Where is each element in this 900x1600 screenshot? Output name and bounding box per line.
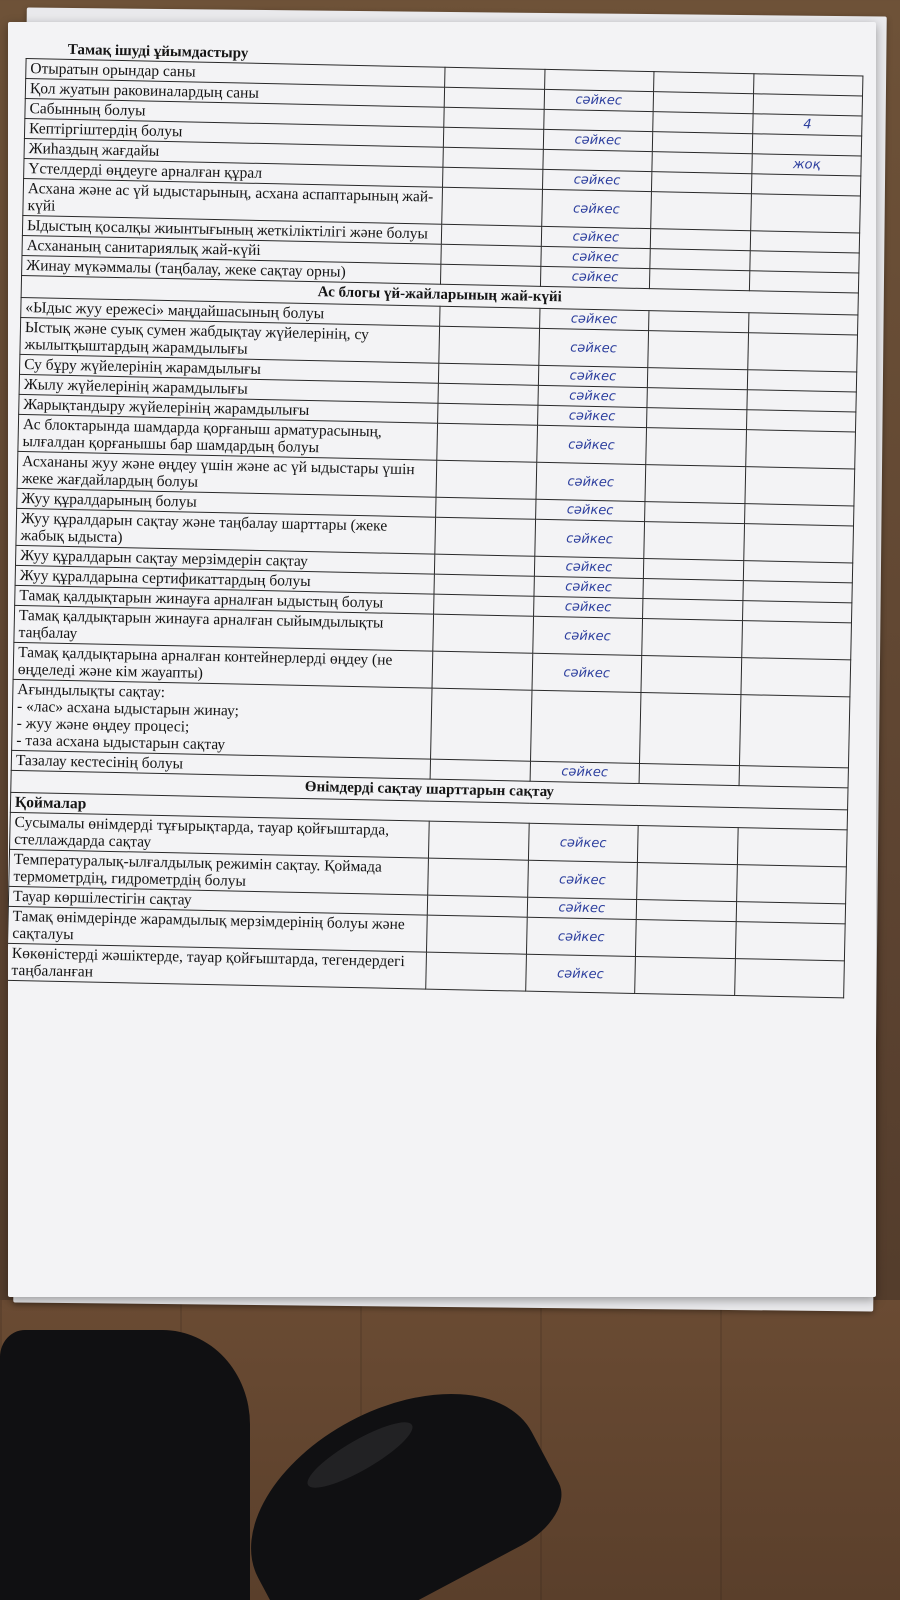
empty-cell bbox=[645, 428, 746, 467]
note-cell bbox=[736, 922, 846, 961]
empty-cell bbox=[436, 423, 537, 462]
empty-cell bbox=[652, 112, 753, 134]
empty-cell bbox=[644, 522, 745, 561]
criterion-label: Жарықтандыру жүйелерінің жарамдылығы bbox=[19, 394, 438, 423]
compliance-mark: сәйкес bbox=[532, 653, 642, 692]
empty-cell bbox=[648, 311, 749, 333]
compliance-mark: сәйкес bbox=[534, 556, 643, 578]
criterion-label: Тамақ қалдықтарын жинауға арналған ыдыстың болуы bbox=[15, 585, 434, 614]
compliance-mark: сәйкес bbox=[539, 328, 649, 367]
note-cell bbox=[745, 504, 854, 526]
criterion-label: Жиһаздың жағдайы bbox=[24, 138, 443, 167]
empty-cell bbox=[653, 72, 754, 94]
note-cell bbox=[751, 194, 861, 233]
criterion-label: Температуралық-ылғалдылық режимін сақтау. Қоймада термометрдің, гидрометрдің болуы bbox=[9, 849, 428, 895]
empty-cell bbox=[639, 693, 741, 766]
compliance-mark: сәйкес bbox=[540, 266, 649, 288]
empty-cell bbox=[438, 326, 539, 365]
criterion-label: Жуу құралдарының болуы bbox=[17, 488, 436, 517]
note-cell bbox=[735, 959, 845, 998]
empty-cell bbox=[430, 759, 531, 781]
compliance-mark: сәйкес bbox=[527, 897, 636, 919]
inspection-table bbox=[8, 58, 863, 998]
compliance-mark: сәйкес bbox=[526, 954, 636, 993]
note-cell bbox=[750, 271, 859, 293]
note-cell bbox=[743, 581, 852, 603]
compliance-mark: сәйкес bbox=[526, 917, 636, 956]
criterion-label: Отыратын орындар саны bbox=[26, 59, 445, 88]
note-cell bbox=[752, 174, 861, 196]
empty-cell bbox=[435, 497, 536, 519]
empty-cell bbox=[652, 132, 753, 154]
empty-cell bbox=[650, 229, 751, 251]
criterion-label: Жуу құралдарына сертификаттардың болуы bbox=[15, 565, 434, 594]
criterion-label: «Ыдыс жуу ережесі» маңдайшасының болуы bbox=[21, 297, 440, 326]
criterion-label: Асхананың санитариялық жай-күйі bbox=[22, 235, 441, 264]
empty-cell bbox=[428, 821, 529, 860]
criterion-label: Кептіргіштердің болуы bbox=[24, 118, 443, 147]
note-cell bbox=[752, 134, 861, 156]
empty-cell bbox=[427, 858, 528, 897]
empty-cell bbox=[636, 862, 737, 901]
note-cell bbox=[736, 902, 845, 924]
empty-cell bbox=[434, 517, 535, 556]
empty-cell bbox=[649, 269, 750, 291]
criterion-label: Ас блоктарында шамдарда қорғаныш арматурасының, ылғалдан қорғанышы бар шамдардың болуы bbox=[18, 414, 437, 460]
criterion-label: Жуу құралдарын сақтау мерзімдерін сақтау bbox=[15, 545, 434, 574]
compliance-mark: сәйкес bbox=[530, 761, 639, 783]
empty-cell bbox=[650, 249, 751, 271]
empty-cell bbox=[645, 465, 746, 504]
criterion-label: Жуу құралдарын сақтау және таңбалау шарттары (жеке жабық ыдыста) bbox=[16, 508, 435, 554]
empty-cell bbox=[440, 264, 541, 286]
empty-cell bbox=[443, 107, 544, 129]
empty-cell bbox=[652, 152, 753, 174]
criterion-label: Жинау мүкәммалы (таңбалау, жеке сақтау орны) bbox=[22, 255, 441, 284]
compliance-mark: сәйкес bbox=[533, 596, 642, 618]
empty-cell bbox=[427, 895, 528, 917]
note-cell bbox=[745, 467, 855, 506]
note-cell bbox=[749, 313, 858, 335]
empty-cell bbox=[433, 594, 534, 616]
section-heading-title: Өнімдерді сақтау шарттарын сақтау bbox=[11, 770, 848, 810]
compliance-mark: сәйкес bbox=[535, 519, 645, 558]
criterion-label: Сусымалы өнімдерді тұғырықтарда, тауар қойғыштарда, стеллаждарда сақтау bbox=[10, 812, 429, 858]
note-cell bbox=[754, 74, 863, 96]
criterion-label: Асхананы жуу және өңдеу үшін және ас үй ыдыстары үшін жеке жағдайлардың болуы bbox=[17, 451, 436, 497]
note-cell bbox=[742, 621, 852, 660]
note-cell: жоқ bbox=[752, 154, 861, 176]
criterion-label: Сабынның болуы bbox=[25, 98, 444, 127]
section-heading-title: Ас блогы үй-жайларының жай-күйі bbox=[21, 275, 858, 315]
compliance-mark: сәйкес bbox=[538, 385, 647, 407]
note-cell bbox=[739, 766, 848, 788]
empty-cell bbox=[438, 363, 539, 385]
compliance-mark: сәйкес bbox=[536, 499, 645, 521]
compliance-mark bbox=[543, 149, 652, 171]
empty-cell bbox=[644, 502, 745, 524]
empty-cell bbox=[641, 619, 742, 658]
empty-cell bbox=[444, 87, 545, 109]
note-cell bbox=[747, 390, 856, 412]
section-header-partial: Тамақ ішуді ұйымдастыру bbox=[67, 41, 249, 62]
empty-cell bbox=[437, 403, 538, 425]
empty-cell bbox=[441, 224, 542, 246]
criterion-label: Үстелдерді өңдеуге арналған құрал bbox=[24, 158, 443, 187]
empty-cell bbox=[642, 599, 743, 621]
empty-cell bbox=[637, 825, 738, 864]
empty-cell bbox=[643, 559, 744, 581]
criterion-label: Су бұру жүйелерінің жарамдылығы bbox=[19, 354, 438, 383]
empty-cell bbox=[648, 331, 749, 370]
subsection-heading-title: Қоймалар bbox=[10, 792, 847, 830]
empty-cell bbox=[432, 651, 533, 690]
empty-cell bbox=[643, 579, 744, 601]
empty-cell bbox=[441, 187, 542, 226]
empty-cell bbox=[442, 147, 543, 169]
note-cell bbox=[748, 333, 858, 372]
empty-cell bbox=[650, 192, 751, 231]
empty-cell bbox=[443, 127, 544, 149]
criterion-label: Ыдыстың қосалқы жиынтығының жеткіліктілігі және болуы bbox=[22, 215, 441, 244]
empty-cell bbox=[647, 388, 748, 410]
compliance-mark bbox=[530, 690, 640, 763]
compliance-mark: сәйкес bbox=[538, 365, 647, 387]
criterion-label: Тазалау кестесінің болуы bbox=[11, 750, 430, 779]
empty-cell bbox=[651, 172, 752, 194]
note-cell bbox=[750, 231, 859, 253]
compliance-mark: сәйкес bbox=[537, 405, 646, 427]
criterion-label: Тамақ қалдықтарына арналған контейнерлерді өңдеу (не өңделеді және кім жауапты) bbox=[13, 642, 432, 688]
empty-cell bbox=[440, 244, 541, 266]
criterion-label: Қол жуатын раковиналардың саны bbox=[25, 79, 444, 108]
empty-cell bbox=[653, 92, 754, 114]
note-cell bbox=[738, 828, 848, 867]
criterion-label: Жылу жүйелерінің жарамдылығы bbox=[19, 374, 438, 403]
empty-cell bbox=[444, 67, 545, 89]
compliance-mark: сәйкес bbox=[542, 169, 651, 191]
note-cell bbox=[740, 695, 850, 768]
note-cell bbox=[753, 94, 862, 116]
empty-cell bbox=[647, 368, 748, 390]
empty-cell bbox=[636, 899, 737, 921]
criterion-label: Тауар көршілестігін сақтау bbox=[8, 886, 427, 915]
note-cell bbox=[747, 410, 856, 432]
document-page bbox=[8, 22, 876, 1297]
compliance-mark: сәйкес bbox=[540, 308, 649, 330]
empty-cell bbox=[432, 614, 533, 653]
criterion-label: Тамақ қалдықтарын жинауға арналған сыйымдылықты таңбалау bbox=[14, 605, 433, 651]
note-cell bbox=[748, 370, 857, 392]
criterion-label: Асхана және ас үй ыдыстарының, асхана аспаптарының жай-күйі bbox=[23, 178, 442, 224]
empty-cell bbox=[437, 383, 538, 405]
left-shoe bbox=[0, 1330, 250, 1600]
note-cell bbox=[750, 251, 859, 273]
compliance-mark: сәйкес bbox=[528, 860, 638, 899]
note-cell bbox=[737, 865, 847, 904]
compliance-mark bbox=[544, 109, 653, 131]
empty-cell bbox=[426, 915, 527, 954]
empty-cell bbox=[425, 952, 526, 991]
compliance-mark: сәйкес bbox=[536, 462, 646, 501]
compliance-mark: сәйкес bbox=[534, 576, 643, 598]
compliance-mark: сәйкес bbox=[537, 425, 647, 464]
note-cell: 4 bbox=[753, 114, 862, 136]
empty-cell bbox=[646, 408, 747, 430]
compliance-mark: сәйкес bbox=[541, 246, 650, 268]
empty-cell bbox=[434, 554, 535, 576]
note-cell bbox=[746, 430, 856, 469]
criterion-label: Көкөністерді жәшіктерде, тауар қойғыштарда, тегендердегі таңбаланған bbox=[8, 943, 426, 989]
note-cell bbox=[744, 561, 853, 583]
compliance-mark: сәйкес bbox=[543, 129, 652, 151]
empty-cell bbox=[433, 574, 534, 596]
note-cell bbox=[744, 524, 854, 563]
empty-cell bbox=[639, 764, 740, 786]
compliance-mark bbox=[545, 69, 654, 91]
compliance-mark: сәйкес bbox=[544, 89, 653, 111]
note-cell bbox=[741, 658, 851, 697]
compliance-mark: сәйкес bbox=[533, 616, 643, 655]
compliance-mark: сәйкес bbox=[541, 226, 650, 248]
note-cell bbox=[743, 601, 852, 623]
criterion-label: Ыстық және суық сумен жабдықтау жүйелерінің, су жылытқыштардың жарамдылығы bbox=[20, 317, 439, 363]
empty-cell bbox=[439, 306, 540, 328]
criterion-label: Тамақ өнімдерінде жарамдылық мерзімдерінің болуы және сақталуы bbox=[8, 906, 427, 952]
empty-cell bbox=[635, 919, 736, 958]
compliance-mark: сәйкес bbox=[542, 189, 652, 228]
empty-cell bbox=[430, 688, 532, 761]
compliance-mark: сәйкес bbox=[528, 823, 638, 862]
document-content bbox=[8, 40, 864, 998]
empty-cell bbox=[641, 656, 742, 695]
empty-cell bbox=[442, 167, 543, 189]
empty-cell bbox=[634, 956, 735, 995]
criterion-label: Ағындылықты сақтау: - «лас» асхана ыдыстарын жинау; - жуу және өңдеу процесі; - таза асхана ыдыстарын сақтау bbox=[12, 679, 432, 759]
empty-cell bbox=[436, 460, 537, 499]
